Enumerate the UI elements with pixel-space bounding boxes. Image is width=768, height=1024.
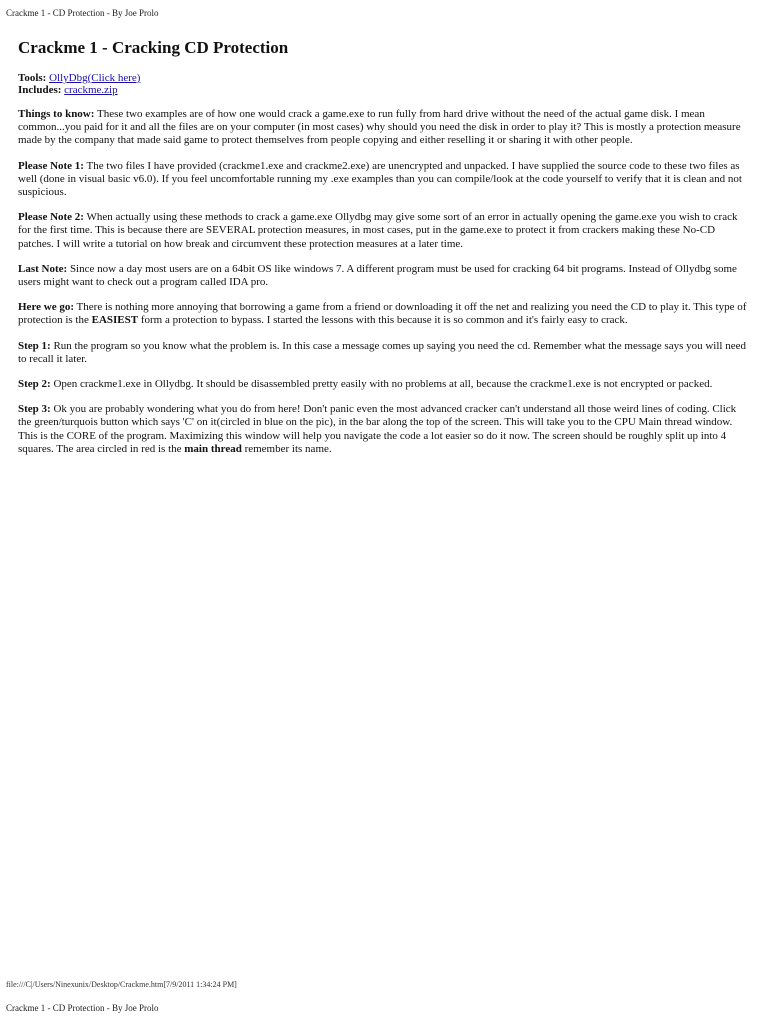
includes-line (18, 84, 748, 96)
article (18, 38, 748, 468)
here-we-go-paragraph (18, 301, 748, 327)
section-text: remember its name. (241, 442, 332, 455)
section-label: Last Note: (18, 262, 68, 275)
section-text: When actually using these methods to crack a game.exe Ollydbg may give some sort of an error in actually opening the game.exe you wish to crack for the first time. This is because there are SEVERAL protection measures, in most cases, put in the game.exe to protect it from crackers making these No-CD patches. I will write a tutorial on how break and circumvent these protection measures at a later time. (18, 211, 738, 250)
page-title: Crackme 1 - Cracking CD Protection (18, 38, 289, 57)
section-text: Ok you are probably wondering what you do from here! Don't panic even the most advanced cracker can't understand all those weird lines of coding. Click the green/turquois button which says 'C' on it(circled in blue on the pic), in the bar along the top of the screen. This will take you to the CPU Main thread window. This is the CORE of the program. Maximizing this window will help you navigate the code a lot easier so do it now. The screen should be roughly split up into 4 squares. The area circled in red is the (18, 403, 737, 455)
last-note-paragraph (18, 263, 748, 289)
step-3-paragraph (18, 403, 748, 456)
step-1-paragraph (18, 340, 748, 366)
section-text: These two examples are of how one would crack a game.exe to run fully from hard drive without the need of the actual game disk. I mean common...you paid for it and all the files are on your computer (in most cases) why should you need the disk in order to play it? This is mostly a protection measure made by the company that made said game to protect themselves from people copying and either reselling it or sharing it with other people. (18, 108, 741, 147)
section-label: Step 3: (18, 403, 51, 416)
section-label: Here we go: (18, 301, 74, 314)
note-2-paragraph (18, 211, 748, 251)
section-label: Step 1: (18, 339, 51, 352)
section-label: Please Note 2: (18, 211, 84, 224)
section-text: form a protection to bypass. I started the lessons with this because it is so common and it's fairly easy to crack. (138, 314, 628, 327)
section-label: Step 2: (18, 378, 51, 391)
ollydbg-link[interactable]: OllyDbg(Click here) (49, 72, 141, 84)
tools-line (18, 72, 748, 84)
section-text: There is nothing more annoying that borrowing a game from a friend or downloading it off the net and realizing you need the CD to play it. This type of protection is the (18, 301, 747, 327)
crackme-zip-link[interactable]: crackme.zip (64, 84, 118, 96)
section-text: Open crackme1.exe in Ollydbg. It should be disassembled pretty easily with no problems at all, because the crackme1.exe is not encrypted or packed. (50, 378, 713, 391)
emphasis-easiest: EASIEST (91, 314, 139, 327)
print-footer: Crackme 1 - CD Protection - By Joe Prolo (6, 1003, 159, 1013)
section-label: Things to know: (18, 108, 95, 120)
tools-label: Tools: (18, 72, 47, 84)
step-2-paragraph (18, 378, 748, 391)
note-1-paragraph (18, 160, 748, 200)
section-text: Since now a day most users are on a 64bit OS like windows 7. A different program must be used for cracking 64 bit programs. Instead of Ollydbg some users might want to check out a program called IDA pro. (18, 262, 737, 289)
section-text: The two files I have provided (crackme1.exe and crackme2.exe) are unencrypted and unpacked. I have supplied the source code to these two files as well (done in visual basic v6.0). If you feel uncomfortable running my .exe examples than you can compile/look at the code yourself to verify that it is clean and not suspicious. (18, 159, 742, 199)
print-footer-url: file:///C|/Users/Ninexunix/Desktop/Crackme.htm[7/9/2011 1:34:24 PM] (6, 980, 237, 989)
section-text: Run the program so you know what the problem is. In this case a message comes up saying you need the cd. Remember what the message says you will need to recall it later. (18, 339, 746, 365)
includes-label: Includes: (18, 84, 62, 96)
section-label: Please Note 1: (18, 159, 84, 172)
things-to-know-paragraph (18, 108, 748, 148)
emphasis-main-thread: main thread (184, 442, 242, 455)
resources (18, 72, 748, 96)
print-header: Crackme 1 - CD Protection - By Joe Prolo (6, 8, 159, 18)
